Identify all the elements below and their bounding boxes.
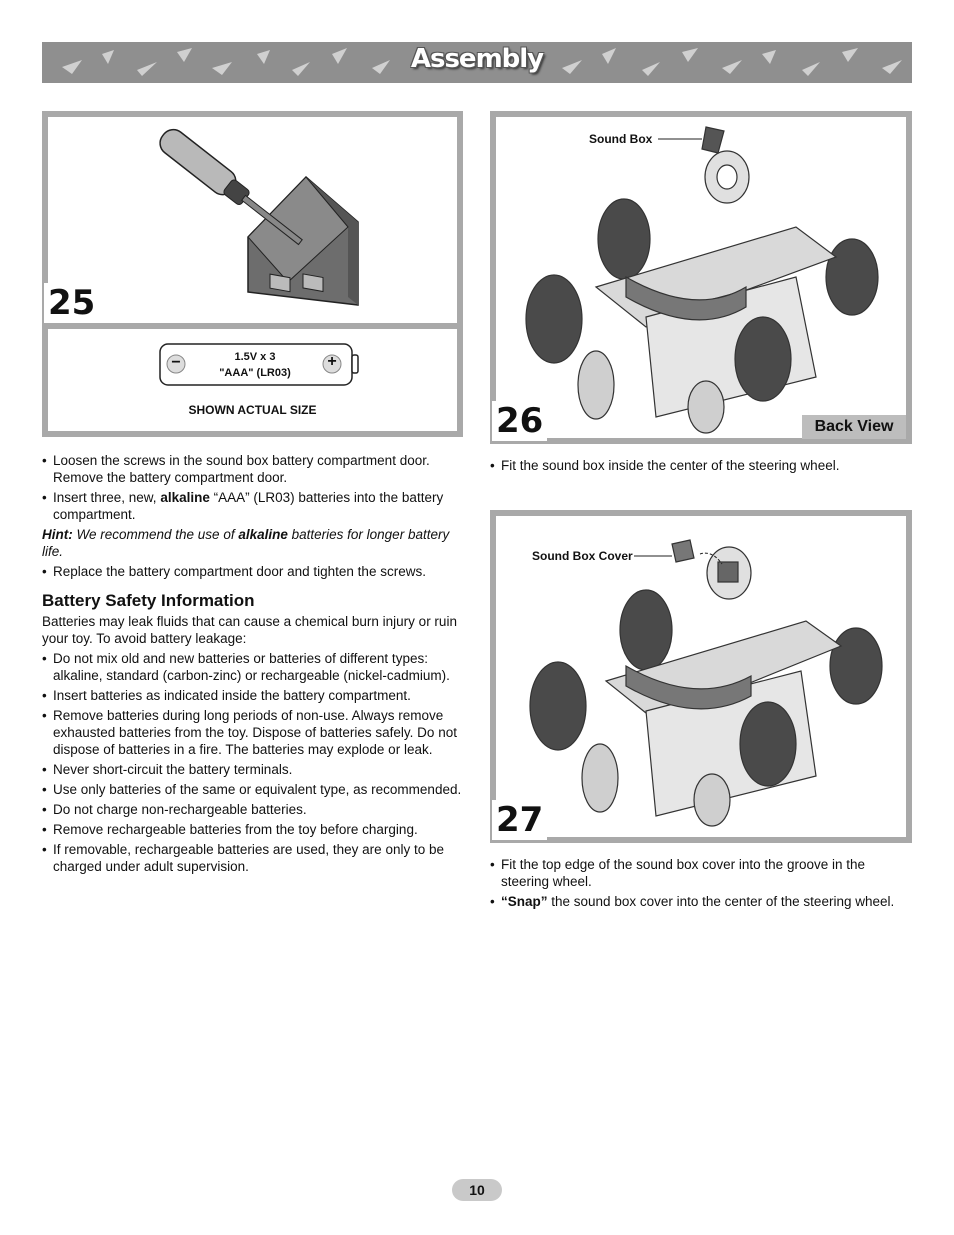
step-number-25: 25 [44, 283, 99, 323]
battery-safety-intro: Batteries may leak fluids that can cause a chemical burn injury or ruin your toy. To avoid battery leakage: [42, 614, 457, 646]
shown-actual-size-label: SHOWN ACTUAL SIZE [188, 403, 317, 417]
assembly-banner [42, 42, 912, 83]
snap-emphasis: “Snap” [501, 894, 548, 909]
hint-label: Hint: [42, 527, 73, 542]
step-27-panel [490, 510, 912, 843]
sound-box-label: Sound Box [589, 132, 653, 146]
step-26-illustration-area [496, 117, 906, 441]
instruction-bullet-2 [42, 489, 464, 523]
screwdriver-illustration-area [48, 117, 457, 323]
battery-safety-heading: Battery Safety Information [42, 591, 255, 610]
battery-spec-line1: 1.5V x 3 [234, 351, 276, 363]
safety-item: • Insert batteries as indicated inside the battery compartment. [42, 687, 464, 704]
ride-on-vehicle-cover-illustration [496, 516, 906, 837]
instruction-bullet-2-pre: Insert three, new, [53, 490, 161, 505]
battery-size-area [48, 329, 457, 431]
alkaline-emphasis: alkaline [160, 490, 210, 505]
screwdriver-battery-door-illustration [48, 117, 457, 323]
step-number-27: 27 [492, 800, 547, 840]
battery-instructions [42, 452, 464, 878]
step-25-panel [42, 111, 463, 437]
step-27-bullet-2-text: the sound box cover into the center of the steering wheel. [547, 894, 895, 909]
ride-on-vehicle-illustration [496, 117, 906, 438]
step-27-instructions [490, 856, 910, 913]
step-number-26: 26 [492, 401, 547, 441]
step-26-panel [490, 111, 912, 444]
hint-text-post: batteries for longer battery life. [42, 527, 450, 559]
plus-terminal-icon: + [327, 353, 337, 370]
safety-item: • Never short-circuit the battery terminals. [42, 761, 464, 778]
safety-item: • Use only batteries of the same or equivalent type, as recommended. [42, 781, 464, 798]
safety-item: • If removable, rechargeable batteries are used, they are only to be charged under adult supervision. [42, 841, 464, 875]
battery-safety-list [42, 650, 464, 875]
safety-item: • Remove batteries during long periods of non-use. Always remove exhausted batteries from the toy. Dispose of batteries safely. Do not dispose of batteries in a fire. The batteries may explode or leak. [42, 707, 464, 758]
page-number: 10 [452, 1179, 502, 1201]
step-26-instructions [490, 457, 910, 477]
step-27-bullet-1: • Fit the top edge of the sound box cover into the groove in the steering wheel. [490, 856, 910, 890]
instruction-bullet-3: • Replace the battery compartment door and tighten the screws. [42, 563, 464, 580]
page-title: Assembly [410, 44, 544, 74]
step-26-bullet: • Fit the sound box inside the center of the steering wheel. [490, 457, 910, 474]
sound-box-cover-label: Sound Box Cover [532, 549, 633, 563]
hint-text-pre: We recommend the use of [72, 527, 239, 542]
battery-spec-line2: "AAA" (LR03) [219, 367, 291, 379]
hint-alkaline-emphasis: alkaline [238, 527, 288, 542]
safety-item: • Do not mix old and new batteries or batteries of different types: alkaline, standard (carbon-zinc) or rechargeable (nickel-cadmium). [42, 650, 464, 684]
instruction-bullet-1: • Loosen the screws in the sound box battery compartment door. Remove the battery compartment door. [42, 452, 464, 486]
instruction-bullet-2-post: “AAA” (LR03) batteries into the battery compartment. [53, 490, 444, 522]
step-27-illustration-area [496, 516, 906, 840]
safety-item: • Remove rechargeable batteries from the toy before charging. [42, 821, 464, 838]
step-27-bullet-2 [490, 893, 910, 910]
minus-terminal-icon: − [171, 354, 181, 371]
safety-item: • Do not charge non-rechargeable batteries. [42, 801, 464, 818]
hint-line [42, 526, 464, 560]
back-view-label: Back View [802, 415, 906, 439]
